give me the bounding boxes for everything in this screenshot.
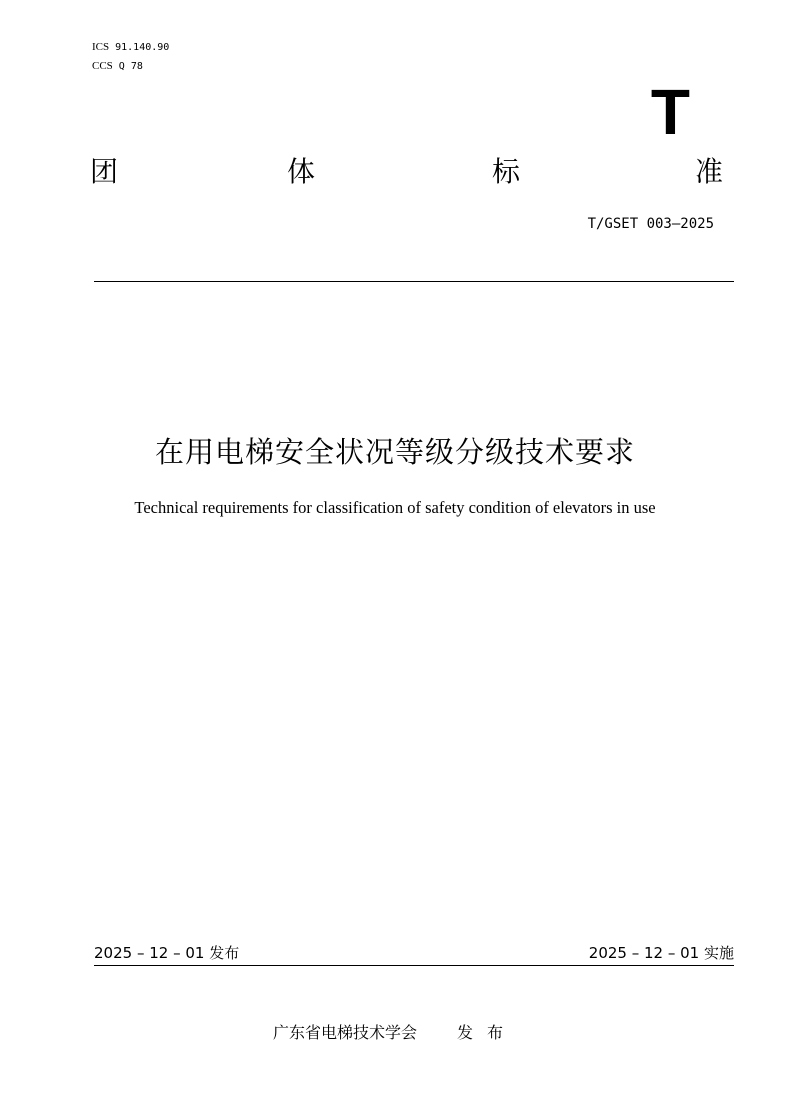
publisher-line (0, 1020, 790, 1043)
standard-type-char-1: 团 (90, 155, 119, 188)
standard-type-char-3: 标 (492, 155, 521, 188)
ics-line (92, 40, 169, 55)
ics-label: ICS (92, 41, 110, 53)
publish-action: 发布 (457, 1023, 518, 1042)
standard-type-char-4: 准 (695, 155, 724, 188)
document-title-english: Technical requirements for classification of safety condition of elevators in use (134, 498, 656, 517)
document-title-chinese: 在用电梯安全状况等级分级技术要求 (154, 435, 635, 469)
ccs-label: CCS (92, 60, 113, 72)
implementation-date: 2025 – 12 – 01 实施 (588, 944, 734, 962)
ccs-code: Q 78 (118, 61, 143, 72)
standard-type-char-2: 体 (287, 155, 316, 188)
publisher-name: 广东省电梯技术学会 (272, 1023, 417, 1042)
standard-letter: T (650, 76, 690, 148)
release-date: 2025 – 12 – 01 发布 (94, 944, 240, 962)
ccs-line (92, 59, 143, 74)
header-divider (94, 281, 734, 282)
standard-type-heading (90, 150, 730, 194)
ics-code: 91.140.90 (115, 42, 170, 53)
standard-number: T/GSET 003—2025 (587, 216, 714, 232)
footer-divider (94, 965, 734, 966)
